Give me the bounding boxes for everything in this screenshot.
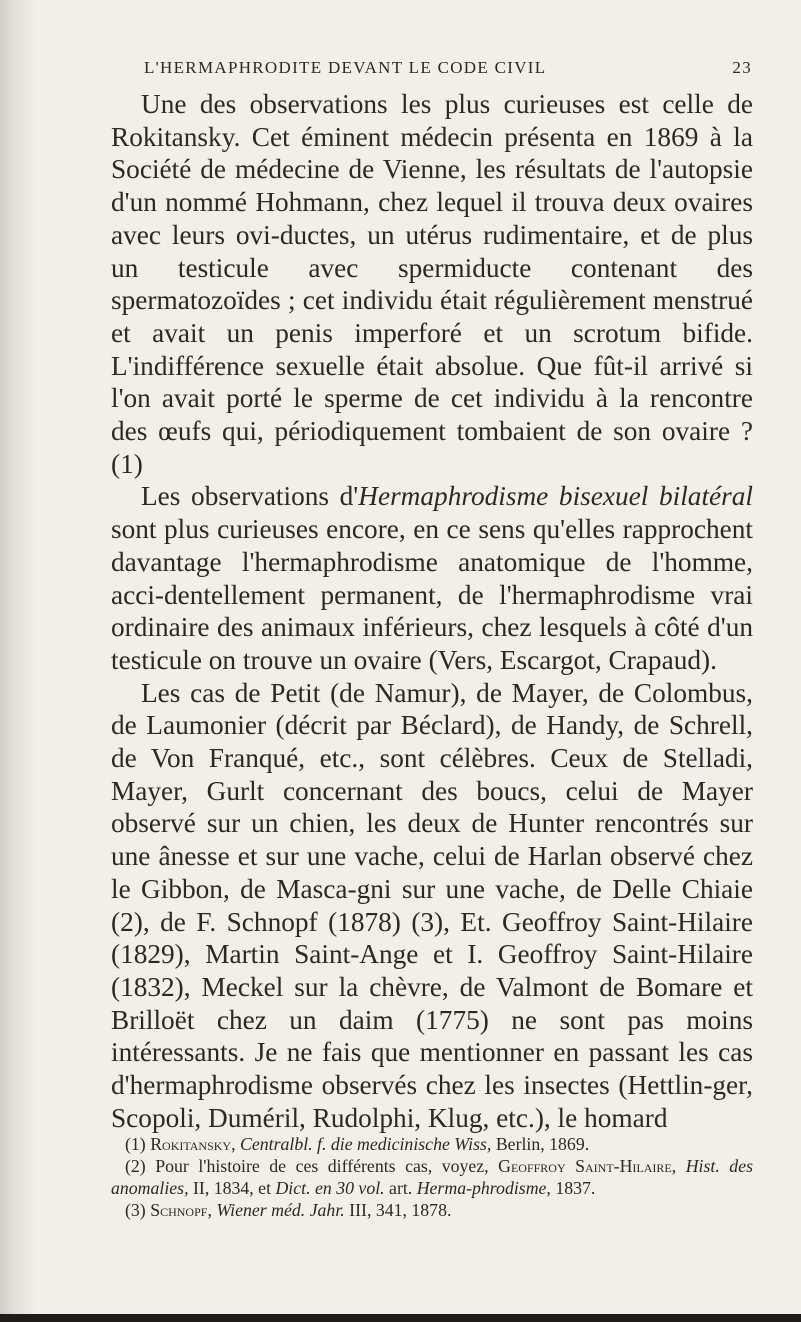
- footnote-author: Schnopf: [150, 1200, 208, 1220]
- footnote-1: [111, 1133, 753, 1155]
- bottom-edge-rule: [0, 1314, 801, 1322]
- footnote-separator: ,: [671, 1156, 686, 1176]
- footnote-source-title: Hist. des anomalies,: [111, 1156, 754, 1198]
- paragraph-rokitansky: Une des observations les plus curieuses est celle de Rokitansky. Cet éminent médecin présenta en 1869 à la Société de médecine de Vienne, les résultats de l'autopsie d'un nommé Hohmann, chez lequel il trouva deux ovaires avec leurs ovi-ductes, un utérus rudimentaire, et de plus un testicule avec spermiducte contenant des spermatozoïdes ; cet individu était régulièrement menstrué et avait un penis imperforé et un scrotum bifide. L'indifférence sexuelle était absolue. Que fût-il arrivé si l'on avait porté le sperme de cet individu à la rencontre des œufs qui, périodiquement tombaient de son ovaire ? (1): [111, 89, 753, 479]
- paragraph-hermaphrodisme-bisexuel: [111, 480, 753, 676]
- footnote-number: (1): [125, 1134, 151, 1154]
- footnote-author: Rokitansky: [150, 1134, 232, 1154]
- footnote-separator: ,: [207, 1200, 217, 1220]
- paragraph-text-end: sont plus curieuses encore, en ce sens qu'elles rapprochent davantage l'hermaphrodisme anatomique de l'homme, acci-dentellement permanent, de l'hermaphrodisme vrai ordinaire des animaux inférieurs, chez lesquels à côté d'un testicule on trouve un ovaire (Vers, Escargot, Crapaud).: [111, 514, 753, 675]
- footnote-text-2: art.: [384, 1178, 417, 1198]
- footnote-rest: III, 341, 1878.: [344, 1200, 452, 1220]
- footnote-source-title-2: Dict. en 30 vol.: [275, 1178, 385, 1198]
- footnote-2: [111, 1155, 753, 1199]
- body-text: [111, 88, 753, 1135]
- footnote-number: (3): [125, 1200, 151, 1220]
- footnote-rest: 1837.: [550, 1178, 596, 1198]
- running-title: L'HERMAPHRODITE DEVANT LE CODE CIVIL: [144, 58, 547, 77]
- page-gutter-shadow: [0, 0, 36, 1322]
- footnote-intro: Pour l'histoire de ces différents cas, voyez,: [155, 1156, 499, 1176]
- page-header: [112, 58, 752, 88]
- footnote-source-title: Centralbl. f. die medicinische Wiss,: [239, 1134, 492, 1154]
- paragraph-text-start: Les observations d': [141, 481, 359, 512]
- footnote-source-title: Wiener méd. Jahr.: [216, 1200, 345, 1220]
- paragraph-cas-celebres: Les cas de Petit (de Namur), de Mayer, de Colombus, de Laumonier (décrit par Béclard), de Handy, de Schrell, de Von Franqué, etc., sont célèbres. Ceux de Stelladi, Mayer, Gurlt concernant des boucs, celui de Mayer observé sur un chien, les deux de Hunter rencontrés sur une ânesse et sur une vache, celui de Harlan observé chez le Gibbon, de Masca-gni sur une vache, de Delle Chiaie (2), de F. Schnopf (1878) (3), Et. Geoffroy Saint-Hilaire (1829), Martin Saint-Ange et I. Geoffroy Saint-Hilaire (1832), Meckel sur la chèvre, de Valmont de Bomare et Brilloët chez un daim (1775) ne sont pas moins intéressants. Je ne fais que mentionner en passant les cas d'hermaphrodisme observés chez les insectes (Hettlin-ger, Scopoli, Duméril, Rudolphi, Klug, etc.), le homard: [111, 677, 753, 1133]
- footnote-3: [111, 1199, 753, 1221]
- footnote-author: Geoffroy Saint-Hilaire: [498, 1156, 672, 1176]
- footnote-rest: Berlin, 1869.: [491, 1134, 590, 1154]
- footnote-article-title: Herma-phrodisme,: [416, 1178, 551, 1198]
- footnote-text: II, 1834, et: [188, 1178, 276, 1198]
- footnote-number: (2): [125, 1156, 156, 1176]
- italic-term: Hermaphrodisme bisexuel bilatéral: [358, 481, 754, 512]
- footnotes: [111, 1133, 753, 1221]
- footnote-separator: ,: [231, 1134, 240, 1154]
- page-number: 23: [732, 58, 752, 77]
